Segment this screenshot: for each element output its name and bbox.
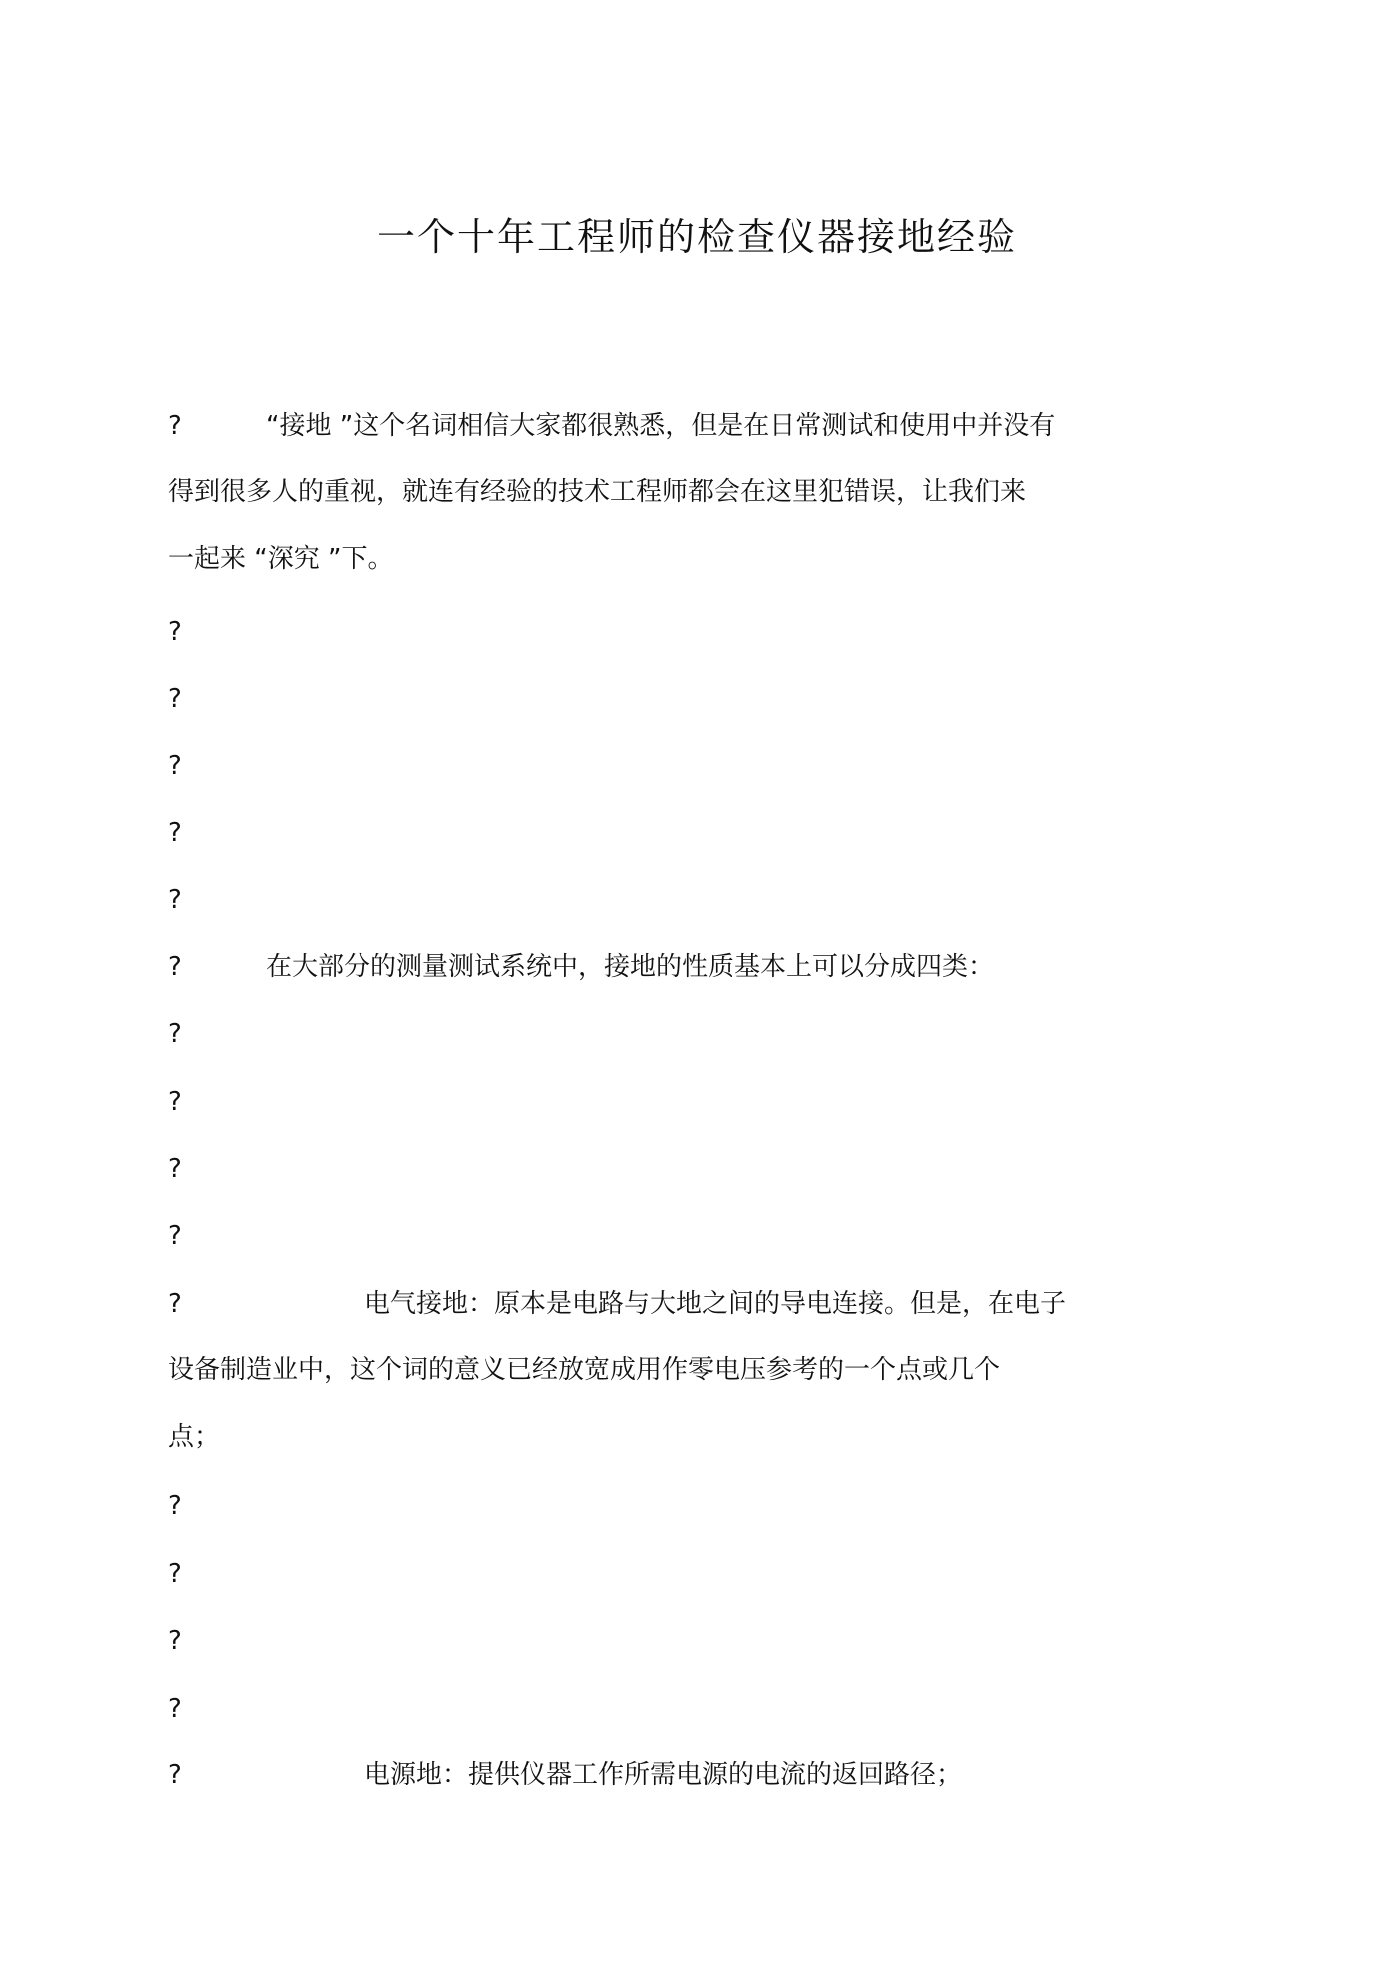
paragraph-3-line-3: 点； <box>168 1422 221 1452</box>
empty-bullet-line: ? <box>168 1626 182 1656</box>
paragraph-3-line-1 <box>168 1286 1066 1322</box>
paragraph-2-line <box>168 949 994 985</box>
paragraph-1-line-2: 得到很多人的重视，就连有经验的技术工程师都会在这里犯错误，让我们来 <box>168 477 1027 507</box>
paragraph-1-line-3: 一起来 “深究 ”下。 <box>168 544 394 574</box>
empty-bullet-line: ? <box>168 818 182 848</box>
empty-bullet-line: ? <box>168 1559 182 1589</box>
empty-bullet-line: ? <box>168 1019 182 1049</box>
bullet-marker: ? <box>168 411 182 441</box>
empty-bullet-line: ? <box>168 1087 182 1117</box>
empty-bullet-line: ? <box>168 751 182 781</box>
bullet-marker: ? <box>168 1760 182 1790</box>
empty-bullet-line: ? <box>168 1154 182 1184</box>
empty-bullet-line: ? <box>168 684 182 714</box>
empty-bullet-line: ? <box>168 617 182 647</box>
document-title: 一个十年工程师的检查仪器接地经验 <box>376 215 1017 259</box>
empty-bullet-line: ? <box>168 1694 182 1724</box>
paragraph-2-text: 在大部分的测量测试系统中，接地的性质基本上可以分成四类： <box>266 952 995 982</box>
empty-bullet-line: ? <box>168 885 182 915</box>
paragraph-4-line <box>168 1757 962 1793</box>
empty-bullet-line: ? <box>168 1491 182 1521</box>
bullet-marker: ? <box>168 1289 182 1319</box>
paragraph-3-line-2: 设备制造业中，这个词的意义已经放宽成用作零电压参考的一个点或几个 <box>168 1355 1001 1385</box>
paragraph-4-text: 电源地：提供仪器工作所需电源的电流的返回路径； <box>364 1760 963 1790</box>
paragraph-1-text-1: “接地 ”这个名词相信大家都很熟悉，但是在日常测试和使用中并没有 <box>266 411 1056 441</box>
paragraph-3-text-1: 电气接地：原本是电路与大地之间的导电连接。但是，在电子 <box>364 1289 1067 1319</box>
bullet-marker: ? <box>168 952 182 982</box>
paragraph-1-line-1 <box>168 408 1055 444</box>
empty-bullet-line: ? <box>168 1221 182 1251</box>
